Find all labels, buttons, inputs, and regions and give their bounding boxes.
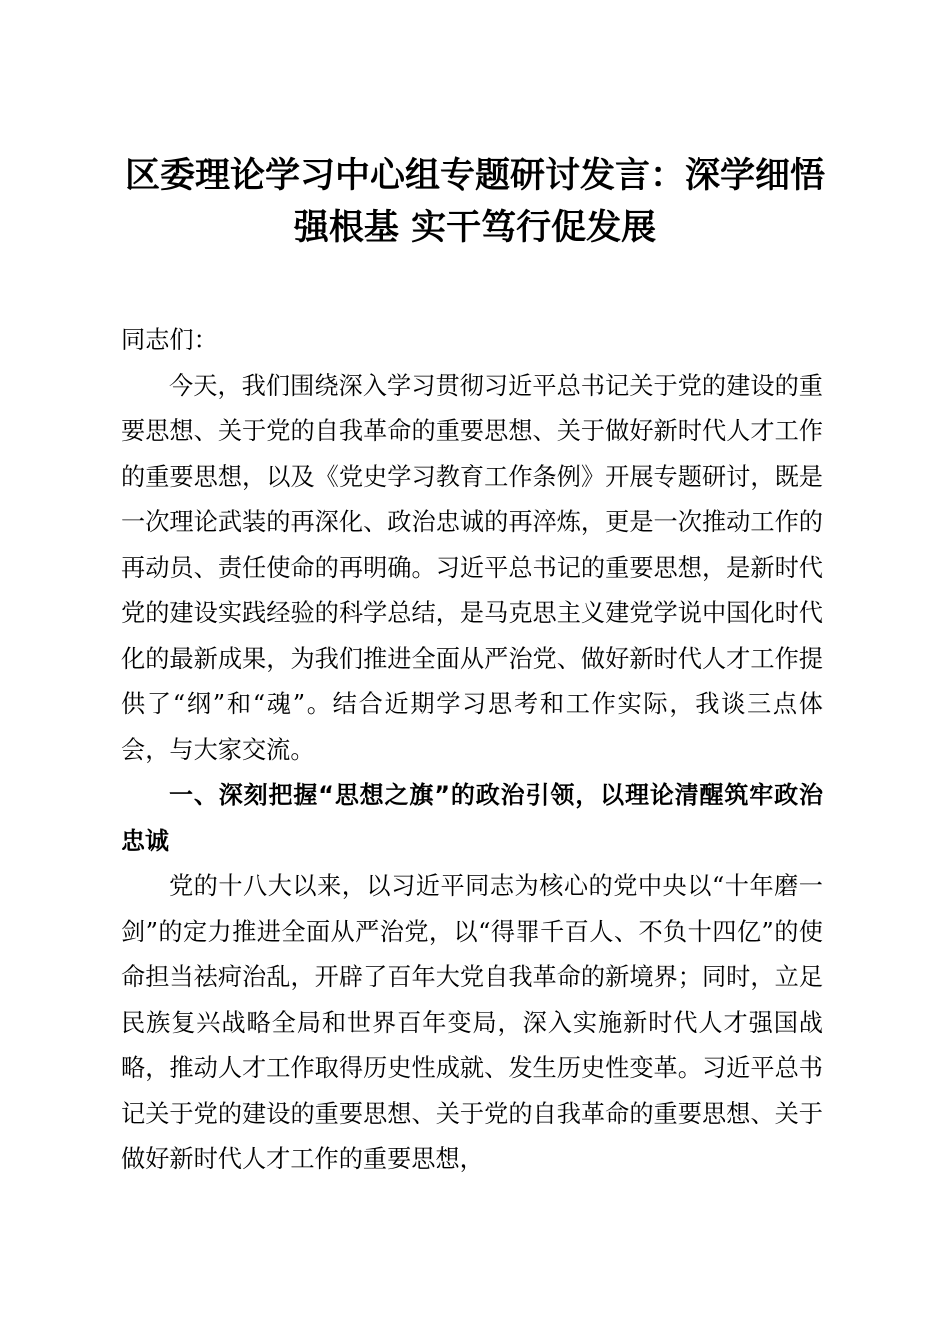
title-line-1: 区委理论学习中心组专题研讨发言：深学细悟 (124, 155, 825, 196)
document-body (121, 318, 823, 1183)
paragraph-intro: 今天，我们围绕深入学习贯彻习近平总书记关于党的建设的重要思想、关于党的自我革命的重要思想、关于做好新时代人才工作的重要思想，以及《党史学习教育工作条例》开展专题研讨，既是一次理论武装的再深化、政治忠诚的再淬炼，更是一次推动工作的再动员、责任使命的再明确。习近平总书记的重要思想，是新时代党的建设实践经验的科学总结，是马克思主义建党学说中国化时代化的最新成果，为我们推进全面从严治党、做好新时代人才工作提供了“纲”和“魂”。结合近期学习思考和工作实际，我谈三点体会，与大家交流。 (121, 371, 823, 764)
section-heading-1: 一、深刻把握“思想之旗”的政治引领，以理论清醒筑牢政治忠诚 (121, 781, 823, 855)
document-title (110, 150, 840, 254)
salutation: 同志们： (121, 326, 218, 354)
title-line-2: 强根基 实干笃行促发展 (293, 207, 657, 248)
paragraph-section-1: 党的十八大以来，以习近平同志为核心的党中央以“十年磨一剑”的定力推进全面从严治党，以“得罪千百人、不负十四亿”的使命担当祛疴治乱，开辟了百年大党自我革命的新境界；同时，立足民族复兴战略全局和世界百年变局，深入实施新时代人才强国战略，推动人才工作取得历史性成就、发生历史性变革。习近平总书记关于党的建设的重要思想、关于党的自我革命的重要思想、关于做好新时代人才工作的重要思想， (121, 872, 823, 1173)
